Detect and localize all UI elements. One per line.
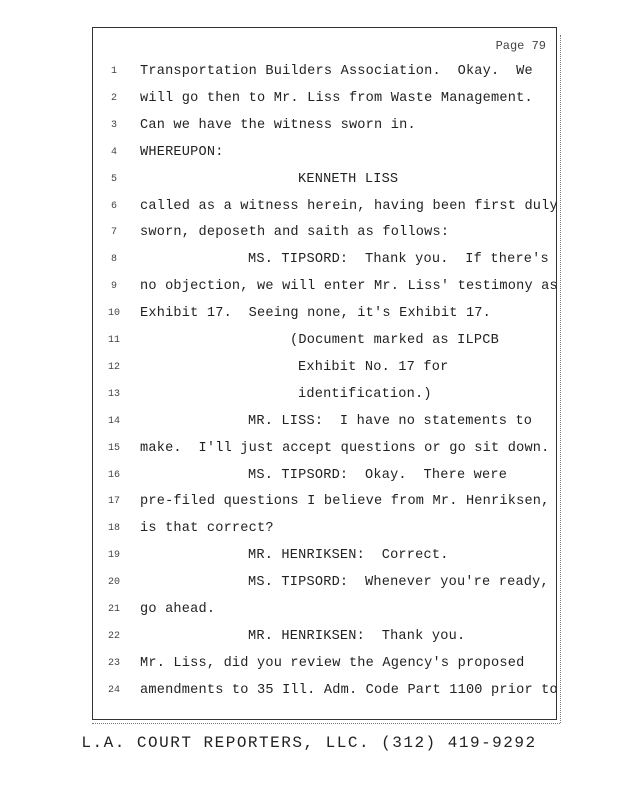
line-text: Can we have the witness sworn in.: [140, 117, 416, 133]
line-text: will go then to Mr. Liss from Waste Management.: [140, 90, 533, 106]
transcript-line: [93, 626, 558, 652]
line-text: called as a witness herein, having been first duly: [140, 198, 558, 214]
line-text: MS. TIPSORD: Thank you. If there's: [248, 252, 549, 268]
transcript-line: [93, 276, 558, 302]
transcript-line: [93, 115, 558, 141]
line-text: make. I'll just accept questions or go sit down.: [140, 440, 550, 456]
transcript-line: [93, 491, 558, 517]
line-text: (Document marked as ILPCB: [290, 333, 499, 348]
line-text: MS. TIPSORD: Whenever you're ready,: [248, 575, 549, 591]
transcript-line: [93, 169, 558, 195]
line-number: 17: [107, 496, 120, 508]
line-text: MR. HENRIKSEN: Correct.: [248, 548, 449, 564]
transcript-line: [93, 330, 558, 356]
page-edge-bottom: [92, 723, 560, 724]
transcript-line: [93, 303, 558, 329]
line-number: 16: [107, 469, 120, 481]
line-text: identification.): [298, 386, 432, 402]
line-number: 13: [107, 388, 120, 400]
transcript-line: [93, 653, 558, 679]
line-number: 2: [110, 92, 117, 104]
transcript-line: [93, 142, 558, 168]
line-number: 21: [107, 604, 120, 615]
line-text: Exhibit 17. Seeing none, it's Exhibit 17.: [140, 306, 492, 322]
transcript-line: [93, 465, 558, 491]
transcript-line: [93, 572, 558, 598]
line-number: 14: [107, 415, 120, 427]
line-text: go ahead.: [140, 602, 216, 617]
transcript-line: [93, 88, 558, 114]
page-edge-right: [560, 35, 561, 723]
line-text: Exhibit No. 17 for: [298, 359, 449, 375]
line-number: 4: [110, 146, 117, 158]
transcript-line: [93, 518, 558, 544]
line-text: sworn, deposeth and saith as follows:: [140, 225, 450, 241]
transcript-line: [93, 438, 558, 464]
reporter-footer: L.A. COURT REPORTERS, LLC. (312) 419-9292: [81, 734, 537, 752]
line-number: 10: [107, 308, 120, 320]
transcript-line: [93, 599, 558, 625]
line-text: Mr. Liss, did you review the Agency's proposed: [140, 655, 525, 671]
line-text: amendments to 35 Ill. Adm. Code Part 1100 prior to: [140, 682, 558, 698]
line-text: is that correct?: [140, 521, 274, 537]
line-number: 12: [107, 361, 120, 373]
transcript-line: [93, 411, 558, 437]
line-number: 19: [107, 550, 120, 562]
transcript-line: [93, 196, 558, 222]
transcript-line: [93, 357, 558, 383]
transcript-line: [93, 545, 558, 571]
line-text: KENNETH LISS: [298, 171, 399, 187]
line-number: 5: [110, 173, 117, 185]
line-text: pre-filed questions I believe from Mr. Henriksen,: [140, 494, 550, 510]
line-text: no objection, we will enter Mr. Liss' testimony as: [140, 279, 558, 295]
line-text: WHEREUPON:: [140, 144, 224, 160]
line-number: 6: [110, 200, 117, 212]
line-number: 3: [110, 119, 117, 131]
line-number: 11: [107, 335, 120, 346]
line-text: Transportation Builders Association. Okay. We: [140, 64, 533, 79]
line-number: 15: [107, 442, 120, 454]
transcript-page-frame: [92, 27, 557, 720]
line-number: 20: [107, 577, 120, 589]
line-number: 8: [110, 254, 117, 266]
line-number: 18: [107, 523, 120, 535]
line-text: MR. HENRIKSEN: Thank you.: [248, 628, 466, 644]
transcript-line: [93, 680, 558, 706]
transcript-line: [93, 222, 558, 248]
transcript-line: [93, 384, 558, 410]
line-number: 23: [107, 657, 120, 669]
line-number: 24: [107, 684, 120, 696]
transcript-line: [93, 249, 558, 275]
line-text: MR. LISS: I have no statements to: [248, 413, 533, 429]
line-text: MS. TIPSORD: Okay. There were: [248, 467, 508, 483]
line-number: 22: [107, 630, 120, 642]
line-number: 7: [110, 227, 117, 239]
page-number: Page 79: [495, 39, 546, 53]
line-number: 9: [110, 281, 117, 293]
transcript-line: [93, 61, 558, 87]
line-number: 1: [110, 66, 117, 77]
